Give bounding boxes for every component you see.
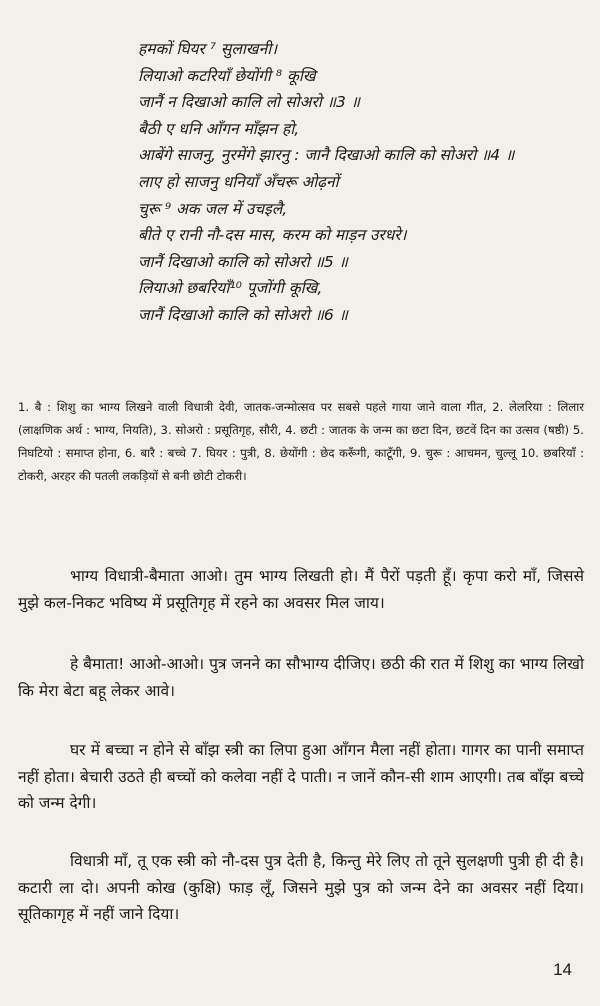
verse-line: लियाओ कटरियाँ छेयोंगी ⁸ कूखि — [138, 66, 316, 85]
body-paragraph: विधात्री माँ, तू एक स्त्री को नौ-दस पुत्र देती है, किन्तु मेरे लिए तो तूने सुलक्षणी पुत्री ही दी है। कटारी ला दो। अपनी कोख (कुक्षि) फाड़ लूँ, जिसने मुझे पुत्र को जन्म देने का अवसर नहीं दिया। सूतिकागृह में नहीं जाने दिया। — [18, 852, 584, 923]
verse-line: हमकों घियर ⁷ सुलाखनी। — [138, 40, 278, 58]
body-paragraph: घर में बच्चा न होने से बाँझ स्त्री का लिपा हुआ आँगन मैला नहीं होता। गागर का पानी समाप्त नहीं होता। बेचारी उठते ही बच्चों को कलेवा नहीं दे पाती। न जानें कौन-सी शाम आएगी। तब बाँझ बच्चे को जन्म देगी। — [18, 741, 584, 812]
verse-block — [138, 36, 578, 329]
page-number: 14 — [553, 960, 572, 979]
verse-line: आबेंगे साजनु, नुरमेंगे झारनु : जानै दिखाओ कालि को सोअरो ॥4 ॥ — [138, 146, 515, 165]
verse-line: बैठी ए धनि आँगन माँझन हो, — [138, 119, 300, 138]
verse-line: जानैं दिखाओ कालि को सोअरो ॥5 ॥ — [138, 252, 348, 271]
verse-line: जानैं न दिखाओ कालि लो सोअरो ॥3 ॥ — [138, 93, 361, 112]
verse-line: बीते ए रानी नौ-दस मास, करम को माड़न उरधरे। — [138, 226, 407, 245]
body-paragraph: भाग्य विधात्री-बैमाता आओ। तुम भाग्य लिखती हो। मैं पैरों पड़ती हूँ। कृपा करो माँ, जिससे मुझे कल-निकट भविष्य में प्रसूतिगृह में रहने का अवसर मिल जाय। — [18, 567, 584, 612]
footnotes: 1. बै : शिशु का भाग्य लिखने वाली विधात्री देवी, जातक-जन्मोत्सव पर सबसे पहले गाया जाने वाला गीत, 2. लेलरिया : लिलार (लाक्षणिक अर्थ : भाग्य, नियति), 3. सोअरो : प्रसूतिगृह, सौरी, 4. छटी : जातक के जन्म का छटा दिन, छटवें दिन का उत्सव (षष्ठी) 5. निघटियो : समाप्त होना, 6. बारै : बच्चे 7. घियर : पुत्री, 8. छेयोंगी : छेद करूँगी, काटूँगी, 9. चुरू : आचमन, चुल्लू 10. छबरियाँ : टोकरी, अरहर की पतली लकड़ियों से बनी छोटी टोकरी। — [18, 400, 584, 483]
verse-line: चुरू ⁹ अक जल में उचइलै, — [138, 199, 288, 218]
verse-line: लाए हो साजनु धनियाँ अँचरू ओढ़नों — [138, 172, 339, 191]
verse-line: लियाओ छबरियाँ¹⁰ पूजोंगी कूखि, — [138, 279, 323, 298]
verse-line: जानैं दिखाओ कालि को सोअरो ॥6 ॥ — [138, 305, 348, 324]
body-paragraph: हे बैमाता! आओ-आओ। पुत्र जनने का सौभाग्य दीजिए। छठी की रात में शिशु का भाग्य लिखो कि मेरा बेटा बहू लेकर आवे। — [18, 655, 584, 700]
